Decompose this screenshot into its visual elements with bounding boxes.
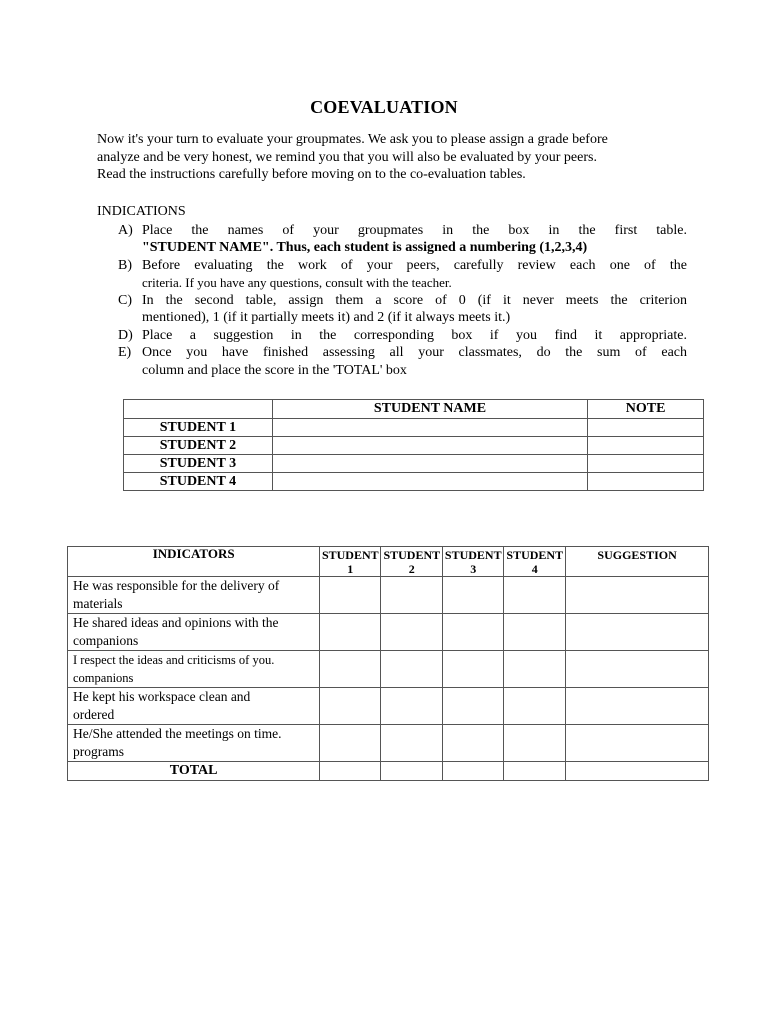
- indication-text: "STUDENT NAME". Thus, each student is assigned a numbering (1,2,3,4): [142, 240, 588, 255]
- total-row: [68, 762, 709, 781]
- indication-d: [97, 327, 687, 345]
- note-cell[interactable]: [588, 455, 704, 473]
- suggestion-cell[interactable]: [566, 651, 709, 688]
- table-row: [68, 725, 709, 762]
- student-column-header: [443, 547, 504, 577]
- table-row: [68, 651, 709, 688]
- score-cell[interactable]: [320, 577, 381, 614]
- indication-c: [97, 292, 687, 327]
- score-cell[interactable]: [504, 577, 566, 614]
- total-label: TOTAL: [68, 762, 320, 781]
- student-column-header: [320, 547, 381, 577]
- indication-text: Before evaluating the work of your peers, carefully review each one of the: [142, 257, 687, 273]
- indication-a: [97, 222, 687, 257]
- table-header-row: [124, 400, 704, 419]
- indicator-cell: [68, 614, 320, 651]
- table-row: [124, 437, 704, 455]
- total-cell[interactable]: [443, 762, 504, 781]
- intro-paragraph: [97, 131, 672, 184]
- indicator-cell: [68, 725, 320, 762]
- indication-letter: D): [118, 327, 133, 343]
- note-cell[interactable]: [588, 437, 704, 455]
- row-label: STUDENT 2: [124, 437, 273, 455]
- student-name-cell[interactable]: [272, 473, 587, 491]
- coevaluation-table: [67, 546, 709, 781]
- total-cell[interactable]: [504, 762, 566, 781]
- table-row: [68, 688, 709, 725]
- student-number: 3: [470, 562, 477, 576]
- indications-section: [97, 203, 697, 379]
- indication-e: [97, 344, 687, 379]
- indicator-line: ordered: [73, 707, 115, 722]
- score-cell[interactable]: [381, 651, 443, 688]
- total-cell[interactable]: [381, 762, 443, 781]
- table-row: [124, 473, 704, 491]
- suggestion-cell[interactable]: [566, 577, 709, 614]
- indications-list: [97, 222, 697, 380]
- score-cell[interactable]: [443, 651, 504, 688]
- student-name-cell[interactable]: [272, 419, 587, 437]
- student-column-header: [504, 547, 566, 577]
- student-number: 1: [347, 562, 354, 576]
- indication-text: Place a suggestion in the corresponding box if you find it appropriate.: [142, 327, 687, 343]
- column-header: STUDENT NAME: [272, 400, 587, 419]
- score-cell[interactable]: [443, 577, 504, 614]
- indication-text: criteria. If you have any questions, consult with the teacher.: [142, 275, 452, 290]
- indicator-cell: [68, 577, 320, 614]
- page-title: COEVALUATION: [310, 97, 458, 117]
- score-cell[interactable]: [381, 688, 443, 725]
- indicator-line: companions: [73, 633, 139, 648]
- score-cell[interactable]: [320, 725, 381, 762]
- student-word: STUDENT: [506, 548, 564, 562]
- score-cell[interactable]: [381, 614, 443, 651]
- row-label: STUDENT 3: [124, 455, 273, 473]
- student-name-cell[interactable]: [272, 455, 587, 473]
- student-word: STUDENT: [444, 548, 502, 562]
- score-cell[interactable]: [504, 725, 566, 762]
- score-cell[interactable]: [504, 651, 566, 688]
- table-row: [124, 419, 704, 437]
- column-header: NOTE: [588, 400, 704, 419]
- intro-line: analyze and be very honest, we remind you that you will also be evaluated by your peers.: [97, 149, 597, 165]
- score-cell[interactable]: [320, 688, 381, 725]
- indicator-line: He shared ideas and opinions with the: [73, 615, 279, 630]
- indication-text: In the second table, assign them a score of 0 (if it never meets the criterion: [142, 292, 687, 308]
- score-cell[interactable]: [443, 725, 504, 762]
- suggestion-header: SUGGESTION: [566, 547, 709, 577]
- intro-line: Now it's your turn to evaluate your groupmates. We ask you to please assign a grade before: [97, 132, 608, 147]
- indicator-line: materials: [73, 596, 123, 611]
- indication-text: Once you have finished assessing all your classmates, do the sum of each: [142, 345, 687, 360]
- indicator-line: I respect the ideas and criticisms of you.: [73, 653, 275, 667]
- suggestion-cell[interactable]: [566, 688, 709, 725]
- student-number: 2: [408, 562, 415, 576]
- student-word: STUDENT: [383, 548, 441, 562]
- indications-heading: INDICATIONS: [97, 204, 186, 219]
- table-row: [68, 577, 709, 614]
- note-cell[interactable]: [588, 419, 704, 437]
- student-number: 4: [531, 562, 538, 576]
- indicator-line: He/She attended the meetings on time.: [73, 726, 282, 741]
- table-header-row: [68, 547, 709, 577]
- score-cell[interactable]: [381, 577, 443, 614]
- note-cell[interactable]: [588, 473, 704, 491]
- student-column-header: [381, 547, 443, 577]
- intro-line: Read the instructions carefully before moving on to the co-evaluation tables.: [97, 167, 526, 182]
- score-cell[interactable]: [320, 614, 381, 651]
- table-row: [68, 614, 709, 651]
- suggestion-cell[interactable]: [566, 614, 709, 651]
- indication-text: mentioned), 1 (if it partially meets it) and 2 (if it always meets it.): [142, 310, 511, 325]
- indication-text: column and place the score in the 'TOTAL' box: [142, 362, 407, 378]
- total-cell[interactable]: [320, 762, 381, 781]
- total-suggestion-cell[interactable]: [566, 762, 709, 781]
- indicator-line: He kept his workspace clean and: [73, 689, 251, 704]
- indicator-cell: [68, 651, 320, 688]
- student-word: STUDENT: [321, 548, 379, 562]
- suggestion-cell[interactable]: [566, 725, 709, 762]
- indication-letter: C): [118, 292, 132, 308]
- indication-text: Place the names of your groupmates in the box in the first table.: [142, 222, 687, 238]
- indicators-header: INDICATORS: [68, 547, 320, 577]
- indicator-line: companions: [73, 671, 134, 685]
- row-label: STUDENT 1: [124, 419, 273, 437]
- score-cell[interactable]: [381, 725, 443, 762]
- column-header: [124, 400, 273, 419]
- indication-letter: E): [118, 345, 132, 360]
- score-cell[interactable]: [443, 614, 504, 651]
- indicator-cell: [68, 688, 320, 725]
- score-cell[interactable]: [504, 688, 566, 725]
- row-label: STUDENT 4: [124, 473, 273, 491]
- score-cell[interactable]: [320, 651, 381, 688]
- indication-b: [97, 257, 687, 292]
- score-cell[interactable]: [443, 688, 504, 725]
- student-name-cell[interactable]: [272, 437, 587, 455]
- indication-letter: A): [118, 222, 133, 238]
- table-row: [124, 455, 704, 473]
- indicator-line: programs: [73, 744, 124, 759]
- score-cell[interactable]: [504, 614, 566, 651]
- indicator-line: He was responsible for the delivery of: [73, 578, 280, 593]
- indication-letter: B): [118, 257, 132, 273]
- student-names-table: [123, 399, 704, 491]
